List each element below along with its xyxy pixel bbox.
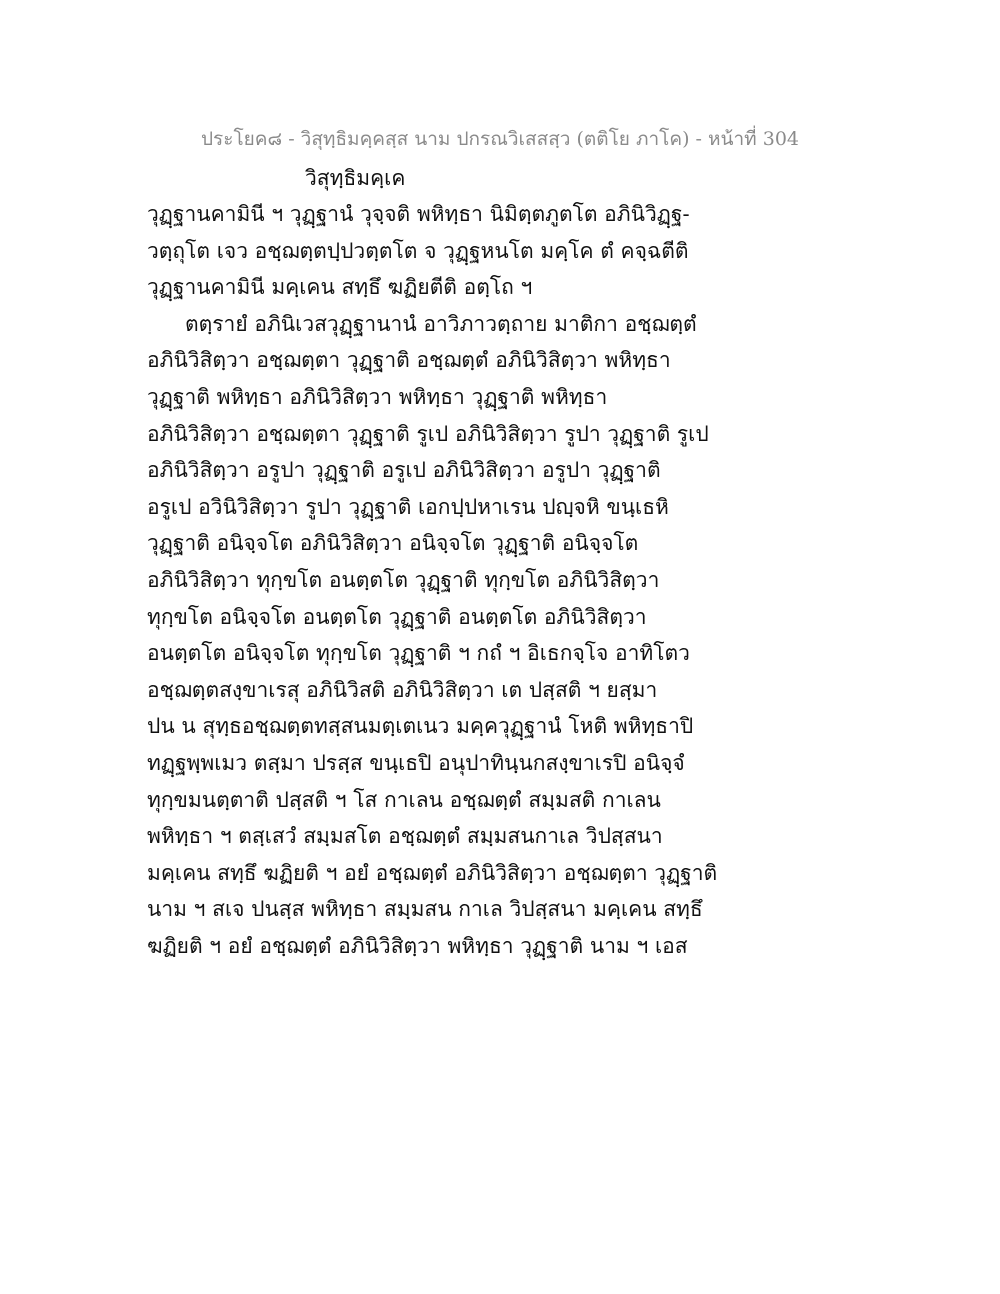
running-header: ประโยค๘ - วิสุทฺธิมคฺคสฺส นาม ปกรณวิเสสสฺว (ตติโย ภาโค) - หน้าที่ 304 [200, 128, 800, 150]
text-line: อภินิวิสิตฺวา ทุกฺขโต อนตฺตโต วุฏฺฐาติ ทุกฺขโต อภินิวิสิตฺวา [147, 567, 660, 592]
text-line: ปน น สุทฺธอชฺฌตฺตทสฺสนมตฺเตเนว มคฺควุฏฺฐานํ โหติ พหิทฺธาปิ [147, 714, 694, 739]
text-line: อภินิวิสิตฺวา อชฺฌตฺตา วุฏฺฐาติ อชฺฌตฺตํ อภินิวิสิตฺวา พหิทฺธา [147, 348, 671, 373]
text-line: วุฏฺฐานคามินี มคฺเคน สทฺธึ ฆฏิยตีติ อตฺโถ ฯ [147, 275, 533, 300]
body-text [147, 196, 847, 964]
text-line: พหิทฺธา ฯ ตสฺเสวํ สมฺมสโต อชฺฌตฺตํ สมฺมสนกาเล วิปสฺสนา [147, 824, 663, 849]
text-line: ทุกฺขมนตฺตาติ ปสฺสติ ฯ โส กาเลน อชฺฌตฺตํ สมฺมสติ กาเลน [147, 787, 661, 812]
paragraph-start-line: ตตฺรายํ อภินิเวสวุฏฺฐานานํ อาวิภาวตฺถาย มาติกา อชฺฌตฺตํ [185, 311, 697, 336]
text-line: นาม ฯ สเจ ปนสฺส พหิทฺธา สมฺมสน กาเล วิปสฺสนา มคฺเคน สทฺธึ [147, 897, 703, 922]
text-line: ทุกฺขโต อนิจฺจโต อนตฺตโต วุฏฺฐาติ อนตฺตโต อภินิวิสิตฺวา [147, 604, 647, 629]
text-line: วุฏฺฐาติ พหิทฺธา อภินิวิสิตฺวา พหิทฺธา วุฏฺฐาติ พหิทฺธา [147, 384, 608, 409]
text-line: มคฺเคน สทฺธึ ฆฏิยติ ฯ อยํ อชฺฌตฺตํ อภินิวิสิตฺวา อชฺฌตฺตา วุฏฺฐาติ [147, 860, 718, 885]
text-line: ฆฏิยติ ฯ อยํ อชฺฌตฺตํ อภินิวิสิตฺวา พหิทฺธา วุฏฺฐาติ นาม ฯ เอส [147, 933, 688, 958]
text-line: อรูเป อวินิวิสิตฺวา รูปา วุฏฺฐาติ เอกปฺปหาเรน ปญฺจหิ ขนฺเธหิ [147, 494, 669, 519]
text-line: อภินิวิสิตฺวา อรูปา วุฏฺฐาติ อรูเป อภินิวิสิตฺวา อรูปา วุฏฺฐาติ [147, 458, 661, 483]
text-line: วุฏฺฐานคามินี ฯ วุฏฺฐานํ วุจฺจติ พหิทฺธา นิมิตฺตภูตโต อภินิวิฏฺฐ- [147, 202, 690, 226]
text-line: วุฏฺฐาติ อนิจฺจโต อภินิวิสิตฺวา อนิจฺจโต วุฏฺฐาติ อนิจฺจโต [147, 531, 639, 556]
text-line: อภินิวิสิตฺวา อชฺฌตฺตา วุฏฺฐาติ รูเป อภินิวิสิตฺวา รูปา วุฏฺฐาติ รูเป [147, 421, 709, 446]
text-line: อนตฺตโต อนิจฺจโต ทุกฺขโต วุฏฺฐาติ ฯ กถํ ฯ อิเธกจฺโจ อาทิโตว [147, 641, 690, 666]
section-title: วิสุทฺธิมคฺเค [305, 166, 406, 190]
text-line: วตฺถุโต เจว อชฺฌตฺตปฺปวตฺตโต จ วุฏฺฐหนโต มคฺโค ตํ คจฺฉตีติ [147, 238, 689, 263]
text-line: ทฏฺฐพฺพเมว ตสฺมา ปรสฺส ขนฺเธปิ อนุปาทินฺนกสงฺขาเรปิ อนิจฺจํ [147, 750, 685, 775]
text-line: อชฺฌตฺตสงฺขาเรสุ อภินิวิสติ อภินิวิสิตฺวา เต ปสฺสติ ฯ ยสฺมา [147, 677, 658, 702]
